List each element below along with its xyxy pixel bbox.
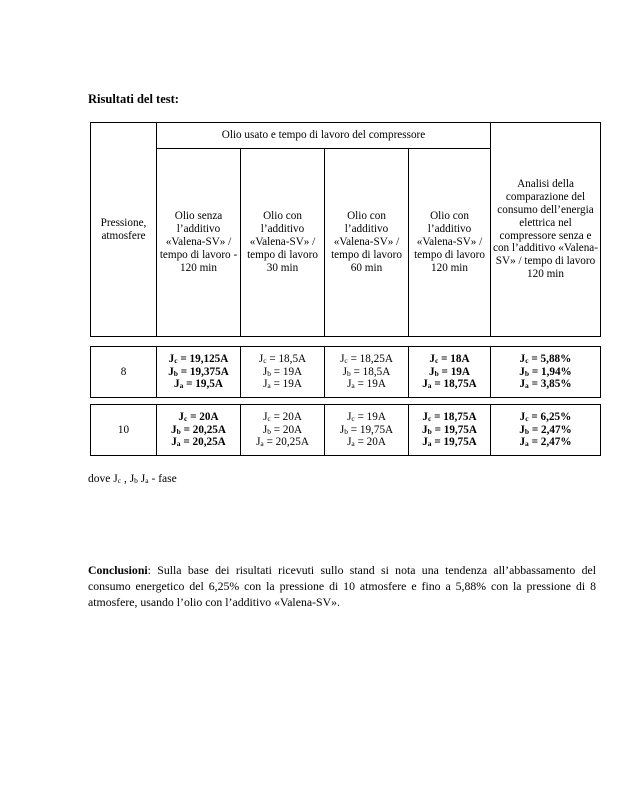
phase-subscript: c <box>174 355 178 365</box>
measurement-value: = 19A <box>354 378 386 391</box>
phase-subscript: a <box>260 439 264 449</box>
phase-subscript: a <box>176 439 181 449</box>
measurement-value: = 19A <box>438 365 470 378</box>
measurement-line <box>493 378 598 391</box>
measurement-line <box>327 366 406 379</box>
measurement-value: = 19,5A <box>183 378 223 391</box>
conclusion-paragraph <box>88 562 596 610</box>
measurement-value: = 18,75A <box>431 410 477 423</box>
symbol: J <box>519 352 526 365</box>
measurement-value: = 20,25A <box>263 436 309 449</box>
symbol: J <box>429 352 435 365</box>
measurement-line <box>411 378 488 391</box>
symbol: J <box>422 378 428 391</box>
symbol: J <box>171 423 177 436</box>
phase-subscript: b <box>173 368 178 378</box>
phase-subscript: b <box>347 368 351 378</box>
measurement-value: = 20,25A <box>180 436 226 449</box>
measurement-line <box>411 366 488 379</box>
phase-subscript: b <box>176 426 181 436</box>
symbol: J <box>168 352 175 365</box>
table-row-pressure-8 <box>91 347 601 398</box>
phase-subscript: b <box>427 426 432 436</box>
symbol: J <box>340 352 345 365</box>
measurement-line <box>327 424 406 437</box>
symbol: J <box>519 423 525 436</box>
measurement-value: = 20A <box>354 436 386 449</box>
measurement-value: = 20A <box>270 423 303 436</box>
value-cell <box>325 347 409 398</box>
measurement-line <box>493 436 598 449</box>
note-suffix: - fase <box>148 473 177 485</box>
symbol: J <box>256 436 261 449</box>
measurement-line <box>159 411 238 424</box>
symbol: J <box>342 365 348 378</box>
table-row-pressure-10 <box>91 405 601 456</box>
measurement-line <box>159 366 238 379</box>
phase-subscript: b <box>524 426 530 436</box>
measurement-value: = 18,25A <box>347 352 393 365</box>
symbol: J <box>519 378 526 391</box>
measurement-value: = 19,75A <box>431 436 477 449</box>
phase-subscript: a <box>267 381 271 391</box>
measurement-line <box>159 424 238 437</box>
measurement-line <box>327 436 406 449</box>
results-table <box>90 122 601 456</box>
phase-subscript: a <box>525 381 529 391</box>
symbol: J <box>171 436 177 449</box>
measurement-value: = 18,5A <box>350 365 391 378</box>
value-cell <box>409 405 491 456</box>
measurement-line <box>411 436 488 449</box>
measurement-line <box>243 424 322 437</box>
phase-subscript: c <box>435 355 439 365</box>
value-cell <box>325 405 409 456</box>
phase-note <box>88 473 177 485</box>
symbol: J <box>262 423 268 436</box>
measurement-value: = 20,25A <box>180 423 226 436</box>
symbol: J <box>422 436 428 449</box>
phase-subscript: c <box>344 355 348 365</box>
note-sub-b: b <box>134 476 138 485</box>
measurement-line <box>243 436 322 449</box>
phase-subscript: a <box>427 439 432 449</box>
measurement-value: = 19A <box>270 365 303 378</box>
measurement-line <box>159 378 238 391</box>
phase-subscript: c <box>184 413 188 423</box>
phase-subscript: b <box>524 368 530 378</box>
symbol: J <box>347 410 352 423</box>
measurement-value: = 5,88% <box>528 352 572 365</box>
value-cell <box>409 347 491 398</box>
phase-subscript: c <box>267 413 271 423</box>
symbol: J <box>258 352 264 365</box>
oil-group-header: Olio usato e tempo di lavoro del compressore <box>157 123 491 149</box>
column-header-60-min: Olio con l’additivo «Valena-SV» / tempo di lavoro 60 min <box>325 149 409 337</box>
phase-subscript: a <box>179 381 184 391</box>
measurement-line <box>243 411 322 424</box>
phase-subscript: a <box>351 439 355 449</box>
pressure-cell: 10 <box>91 405 157 456</box>
column-header-30-min: Olio con l’additivo «Valena-SV» / tempo di lavoro 30 min <box>241 149 325 337</box>
measurement-line <box>159 436 238 449</box>
phase-subscript: a <box>427 381 432 391</box>
measurement-line <box>493 411 598 424</box>
measurement-value: = 2,47% <box>529 423 572 436</box>
measurement-line <box>327 411 406 424</box>
measurement-value: = 6,25% <box>528 410 572 423</box>
value-cell <box>157 347 241 398</box>
phase-subscript: b <box>434 368 439 378</box>
measurement-value: = 19,125A <box>177 352 229 365</box>
analysis-header: Analisi della comparazione del consumo dell’energia elettrica nel compressore senza e con l’additivo «Valena-SV» / tempo di lavoro 120 min <box>491 123 601 337</box>
symbol: J <box>174 378 180 391</box>
measurement-value: = 18,75A <box>431 378 477 391</box>
phase-subscript: c <box>428 413 432 423</box>
measurement-line <box>411 411 488 424</box>
value-cell <box>157 405 241 456</box>
measurement-line <box>493 366 598 379</box>
phase-subscript: c <box>351 413 355 423</box>
measurement-line <box>411 353 488 366</box>
measurement-value: = 18A <box>438 352 470 365</box>
symbol: J <box>347 378 352 391</box>
phase-subscript: a <box>351 381 355 391</box>
symbol: J <box>422 410 428 423</box>
measurement-line <box>243 378 322 391</box>
measurement-value: = 20A <box>270 410 302 423</box>
measurement-value: = 18,5A <box>266 352 307 365</box>
symbol: J <box>263 378 268 391</box>
symbol: J <box>263 410 268 423</box>
symbol: J <box>519 365 525 378</box>
measurement-value: = 3,85% <box>528 378 572 391</box>
symbol: J <box>428 365 435 378</box>
note-sub-a: a <box>145 476 149 485</box>
value-cell <box>241 405 325 456</box>
measurement-line <box>493 353 598 366</box>
symbol: J <box>168 365 174 378</box>
note-mid-1: , J <box>121 473 135 485</box>
measurement-value: = 19,375A <box>177 365 229 378</box>
measurement-line <box>243 366 322 379</box>
column-header-120-min: Olio con l’additivo «Valena-SV» / tempo di lavoro 120 min <box>409 149 491 337</box>
value-cell <box>241 347 325 398</box>
measurement-value: = 1,94% <box>529 365 572 378</box>
measurement-value: = 19A <box>354 410 386 423</box>
measurement-value: = 19,75A <box>347 423 394 436</box>
symbol: J <box>519 410 526 423</box>
conclusion-text: : Sulla base dei risultati ricevuti sullo stand si nota una tendenza all’abbassamento del consumo energetico del 6,25% con la pressione di 10 atmosfere e fino a 5,88% con la pressione di 8 atmosfere, usando l’olio con l’additivo «Valena-SV». <box>88 563 596 609</box>
measurement-line <box>493 424 598 437</box>
analysis-cell <box>491 405 601 456</box>
phase-subscript: b <box>267 426 271 436</box>
measurement-line <box>159 353 238 366</box>
phase-subscript: b <box>267 368 271 378</box>
phase-subscript: a <box>525 439 529 449</box>
symbol: J <box>519 436 526 449</box>
symbol: J <box>347 436 352 449</box>
pressure-cell: 8 <box>91 347 157 398</box>
measurement-line <box>327 378 406 391</box>
symbol: J <box>339 423 345 436</box>
phase-subscript: c <box>263 355 267 365</box>
measurement-value: = 20A <box>187 410 219 423</box>
measurement-line <box>327 353 406 366</box>
phase-subscript: c <box>525 355 529 365</box>
phase-subscript: b <box>344 426 348 436</box>
conclusion-label: Conclusioni <box>88 563 148 577</box>
symbol: J <box>178 410 184 423</box>
pressure-header: Pressione, atmosfere <box>91 123 157 337</box>
note-prefix: dove J <box>88 473 118 485</box>
phase-subscript: c <box>525 413 529 423</box>
symbol: J <box>422 423 428 436</box>
measurement-value: = 19,75A <box>431 423 477 436</box>
column-header-no-additive: Olio senza l’additivo «Valena-SV» / tempo di lavoro - 120 min <box>157 149 241 337</box>
note-mid-2: J <box>137 473 146 485</box>
measurement-value: = 2,47% <box>528 436 572 449</box>
measurement-value: = 19A <box>270 378 302 391</box>
analysis-cell <box>491 347 601 398</box>
measurement-line <box>243 353 322 366</box>
symbol: J <box>262 365 268 378</box>
page-heading: Risultati del test: <box>88 92 179 106</box>
measurement-line <box>411 424 488 437</box>
note-sub-c: c <box>117 476 122 485</box>
